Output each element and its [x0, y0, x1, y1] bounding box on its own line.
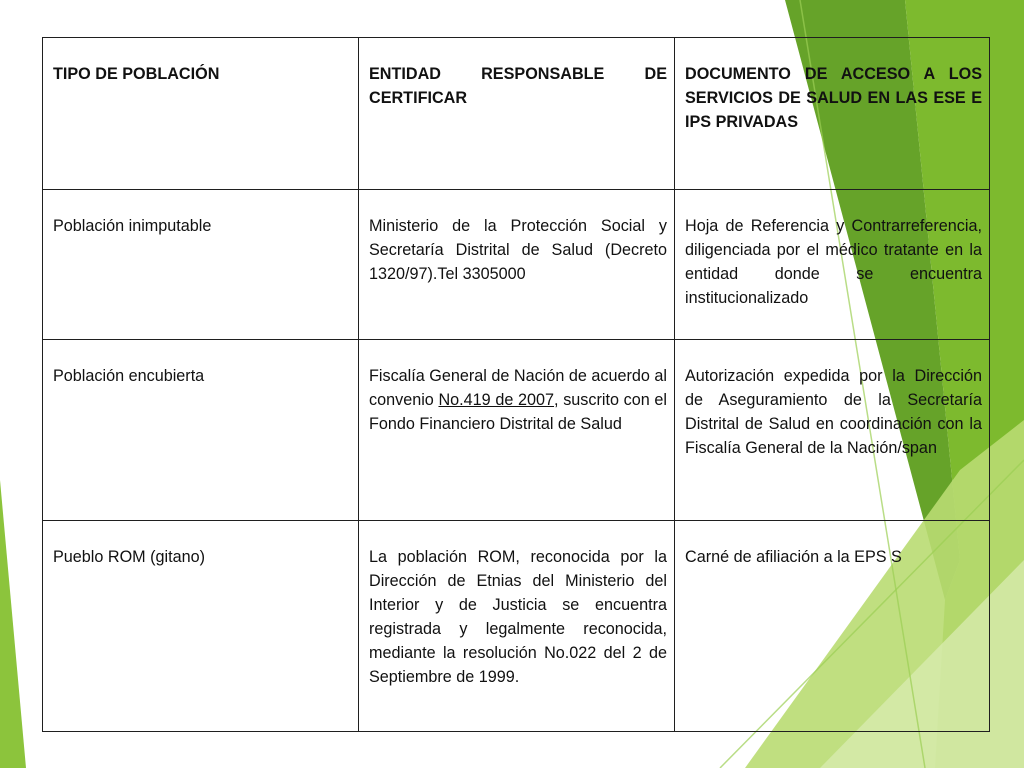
cell-entidad-text-b: , suscrito con el Fondo Financiero Distrital de Salud — [369, 391, 667, 433]
cell-documento: Hoja de Referencia y Contrarreferencia, diligenciada por el médico tratante en la entidad donde se encuentra institucionalizado — [675, 190, 990, 340]
header-tipo-poblacion: TIPO DE POBLACIÓN — [43, 38, 359, 190]
cell-tipo: Población inimputable — [43, 190, 359, 340]
cell-entidad-text-a: Fiscalía General de Nación de acuerdo al convenio — [369, 367, 667, 409]
left-green-stripe — [0, 480, 26, 768]
table-row — [43, 521, 990, 732]
table-header-row — [43, 38, 990, 190]
cell-entidad: La población ROM, reconocida por la Dirección de Etnias del Ministerio del Interior y de Justicia se encuentra registrada y legalmente reconocida, mediante la resolución No.022 del 2 de Septiembre de 1999. — [359, 521, 675, 732]
cell-entidad: Ministerio de la Protección Social y Secretaría Distrital de Salud (Decreto 1320/97).Tel 3305000 — [359, 190, 675, 340]
header-documento-acceso: DOCUMENTO DE ACCESO A LOS SERVICIOS DE SALUD EN LAS ESE E IPS PRIVADAS — [675, 38, 990, 190]
cell-tipo: Población encubierta — [43, 340, 359, 521]
cell-documento: Autorización expedida por la Dirección de Aseguramiento de la Secretaría Distrital de Salud en coordinación con la Fiscalía General de la Nación/span — [675, 340, 990, 521]
cell-documento: Carné de afiliación a la EPS S — [675, 521, 990, 732]
cell-tipo: Pueblo ROM (gitano) — [43, 521, 359, 732]
table-row — [43, 190, 990, 340]
cell-entidad — [359, 340, 675, 521]
table-row — [43, 340, 990, 521]
poblacion-table — [42, 37, 990, 732]
header-entidad-responsable: ENTIDAD RESPONSABLE DE CERTIFICAR — [359, 38, 675, 190]
convenio-link[interactable]: No.419 de 2007 — [438, 391, 555, 409]
